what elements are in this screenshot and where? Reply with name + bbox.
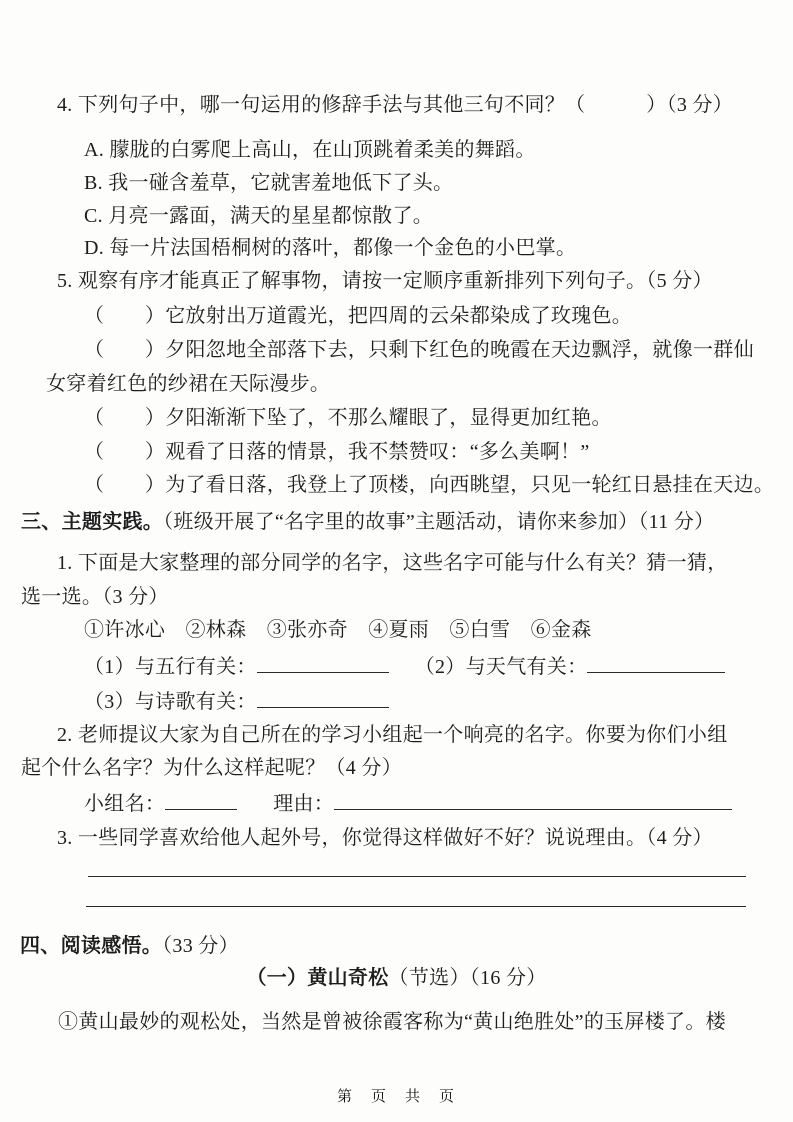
- answer-blank-weather: [587, 653, 725, 673]
- question-5-title: 5. 观察有序才能真正了解事物，请按一定顺序重新排列下列句子。（5 分）: [57, 270, 713, 292]
- question-5-item-3: （ ）夕阳渐渐下坠了，不那么耀眼了，显得更加红艳。: [84, 407, 612, 429]
- passage-paragraph-1: ①黄山最妙的观松处，当然是曾被徐霞客称为“黄山绝胜处”的玉屏楼了。楼: [58, 1011, 726, 1033]
- section-3-heading-note: （班级开展了“名字里的故事”主题活动，请你来参加）（11 分）: [163, 511, 715, 533]
- section-4-heading-score: （33 分）: [162, 935, 239, 957]
- group-name-label: 小组名：: [84, 793, 166, 815]
- question-5-item-4: （ ）观看了日落的情景，我不禁赞叹：“多么美啊！”: [84, 441, 590, 463]
- section-3-q1-line1: 1. 下面是大家整理的部分同学的名字，这些名字可能与什么有关？猜一猜，: [57, 552, 728, 574]
- blank-1-label: （1）与五行有关：: [84, 656, 257, 678]
- section-3-q2-answer-row: [84, 790, 732, 817]
- section-4-heading: [20, 934, 239, 959]
- section-3-heading: [21, 510, 714, 535]
- question-4-title: 4. 下列句子中，哪一句运用的修辞手法与其他三句不同？（ ）（3 分）: [57, 94, 734, 116]
- question-5-item-2: （ ）夕阳忽地全部落下去，只剩下红色的晚霞在天边飘浮，就像一群仙: [84, 339, 754, 361]
- blank-3-label: （3）与诗歌有关：: [84, 691, 257, 713]
- question-5-item-2-wrap: 女穿着红色的纱裙在天际漫步。: [46, 373, 331, 395]
- section-3-name-list: ①许冰心 ②林森 ③张亦奇 ④夏雨 ⑤白雪 ⑥金森: [84, 619, 592, 641]
- passage-title-note: （节选）（16 分）: [388, 967, 547, 989]
- answer-blank-five-elements: [257, 653, 389, 673]
- page-footer: 第 页 共 页: [336, 1088, 456, 1105]
- question-5-item-5: （ ）为了看日落，我登上了顶楼，向西眺望，只见一轮红日悬挂在天边。: [84, 474, 775, 496]
- answer-line-1: [88, 876, 746, 877]
- question-4-option-d: D. 每一片法国梧桐树的落叶，都像一个金色的小巴掌。: [84, 237, 577, 259]
- answer-blank-poetry: [257, 688, 389, 708]
- reason-label: 理由：: [273, 793, 335, 815]
- passage-title-name: （一）黄山奇松: [246, 967, 389, 989]
- passage-title: [0, 966, 793, 991]
- section-3-heading-title: 三、主题实践。: [21, 511, 164, 533]
- section-4-heading-title: 四、阅读感悟。: [20, 935, 163, 957]
- blank-2-label: （2）与天气有关：: [414, 656, 588, 678]
- question-4-option-b: B. 我一碰含羞草，它就害羞地低下了头。: [84, 172, 454, 194]
- section-3-q2-line2: 起个什么名字？为什么这样起呢？（4 分）: [21, 757, 402, 779]
- question-4-option-a: A. 朦胧的白雾爬上高山，在山顶跳着柔美的舞蹈。: [84, 139, 536, 161]
- answer-line-2: [86, 906, 746, 907]
- question-5-item-1: （ ）它放射出万道霞光，把四周的云朵都染成了玫瑰色。: [84, 305, 633, 327]
- section-3-q3: 3. 一些同学喜欢给他人起外号，你觉得这样做好不好？说说理由。（4 分）: [57, 827, 713, 849]
- section-3-q1-blanks-row1: [84, 653, 725, 680]
- answer-blank-reason: [334, 790, 732, 810]
- answer-blank-group-name: [165, 790, 237, 810]
- section-3-q2-line1: 2. 老师提议大家为自己所在的学习小组起一个响亮的名字。你要为你们小组: [57, 724, 728, 746]
- question-4-option-c: C. 月亮一露面，满天的星星都惊散了。: [84, 205, 434, 227]
- section-3-q1-line2: 选一选。（3 分）: [21, 586, 169, 608]
- section-3-q1-blanks-row2: [84, 688, 389, 715]
